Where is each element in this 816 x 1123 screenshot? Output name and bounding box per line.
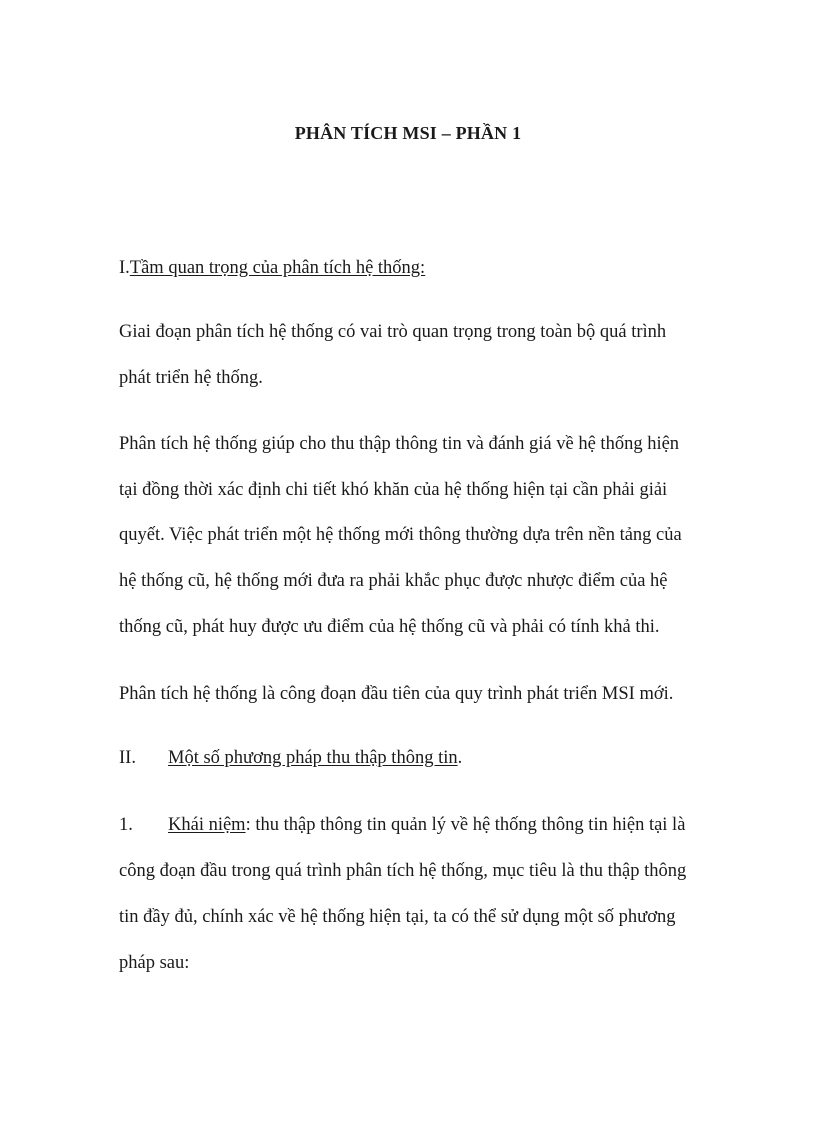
- item-1-line-1-rest: : thu thập thông tin quản lý về hệ thống thông tin hiện tại là: [245, 815, 686, 835]
- item-1-line-2: công đoạn đầu trong quá trình phân tích hệ thống, mục tiêu là thu thập thông: [119, 861, 687, 881]
- section-1-prefix: I.: [119, 258, 130, 278]
- paragraph-2-line-2: tại đồng thời xác định chi tiết khó khăn của hệ thống hiện tại cần phải giải: [119, 480, 668, 500]
- paragraph-2-line-5: thống cũ, phát huy được ưu điểm của hệ thống cũ và phải có tính khả thi.: [119, 617, 660, 637]
- item-1-term: Khái niệm: [168, 815, 246, 835]
- paragraph-2-line-1: Phân tích hệ thống giúp cho thu thập thông tin và đánh giá về hệ thống hiện: [119, 434, 680, 454]
- section-2-number: II.: [119, 748, 136, 768]
- section-1-title: Tầm quan trọng của phân tích hệ thống:: [129, 258, 426, 278]
- section-2-title: Một số phương pháp thu thập thông tin: [168, 748, 458, 768]
- paragraph-1-line-1: Giai đoạn phân tích hệ thống có vai trò quan trọng trong toàn bộ quá trình: [119, 322, 667, 342]
- section-2-suffix: .: [457, 748, 463, 768]
- paragraph-2-line-3: quyết. Việc phát triển một hệ thống mới thông thường dựa trên nền tảng của: [119, 525, 682, 545]
- paragraph-2-line-4: hệ thống cũ, hệ thống mới đưa ra phải khắc phục được nhược điểm của hệ: [119, 571, 668, 591]
- document-title: PHÂN TÍCH MSI – PHẦN 1: [294, 123, 522, 143]
- paragraph-1-line-2: phát triển hệ thống.: [119, 368, 263, 388]
- item-1-line-3: tin đầy đủ, chính xác về hệ thống hiện tại, ta có thể sử dụng một số phương: [119, 907, 676, 927]
- item-1-line-1: [119, 813, 685, 837]
- paragraph-3-line-1: Phân tích hệ thống là công đoạn đầu tiên của quy trình phát triển MSI mới.: [119, 684, 674, 704]
- item-1-number: 1.: [119, 815, 133, 835]
- section-2-heading: [119, 746, 462, 770]
- section-1-heading: [119, 256, 425, 280]
- item-1-line-4: pháp sau:: [119, 953, 190, 973]
